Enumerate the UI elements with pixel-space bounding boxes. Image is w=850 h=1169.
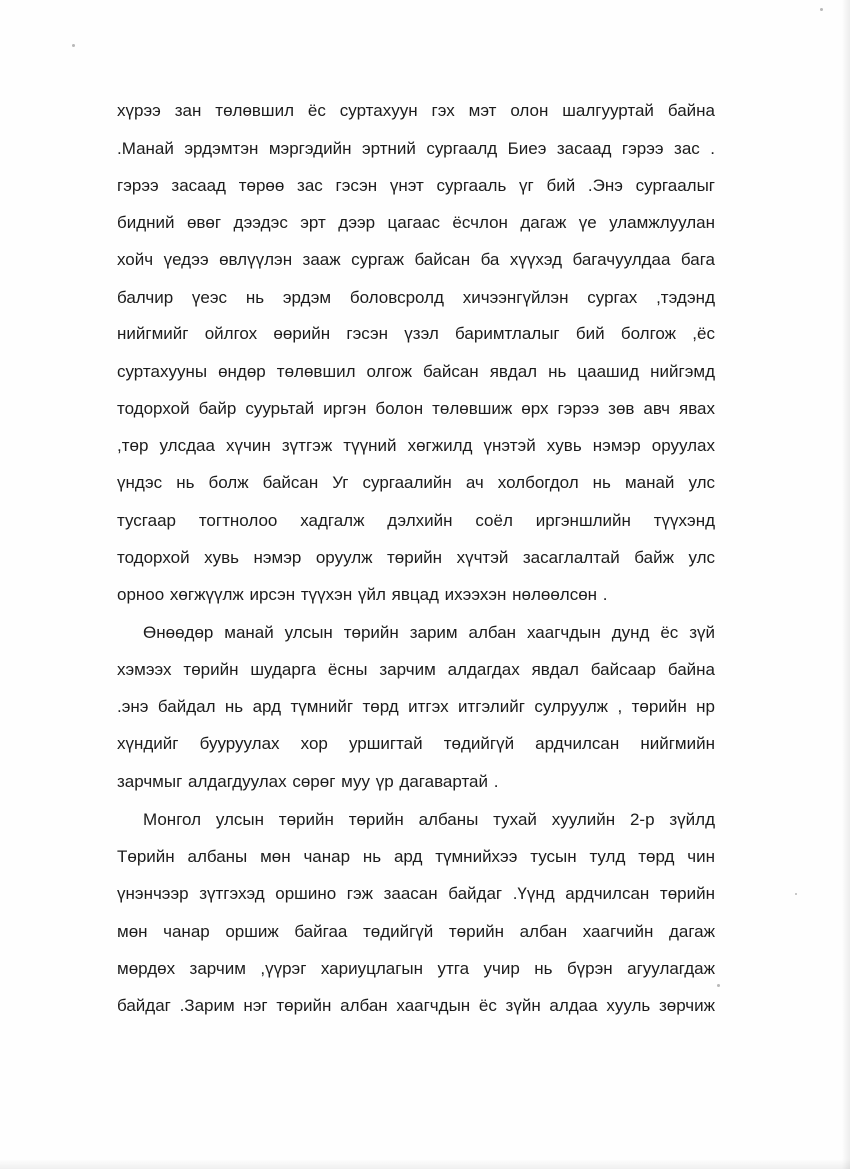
text-line: орноо хөгжүүлж ирсэн түүхэн үйл явцад ихээхэн нөлөөлсөн . [117,585,608,604]
text-line: ,төр улсдаа хүчин зүтгэж түүний хөгжилд үнэтэй хувь нэмэр оруулах [117,436,715,455]
text-line: хүрээ зан төлөвшил ёс суртахуун гэх мэт олон шалгууртай байна [117,101,715,120]
text-line: Төрийн албаны мөн чанар нь ард түмнийхээ тусын тулд төрд чин [117,847,715,866]
text-line: .Манай эрдэмтэн мэргэдийн эртний сургаалд Биеэ засаад гэрээ зас . [117,139,715,158]
text-line: Өнөөдөр манай улсын төрийн зарим албан хаагчдын дунд ёс зүй [143,623,715,642]
text-line: хүндийг бууруулах хор уршигтай төдийгүй ардчилсан нийгмийн [117,734,715,753]
scan-speck [717,984,720,987]
page-edge-shadow [842,0,850,1169]
text-line: .энэ байдал нь ард түмнийг төрд итгэх итгэлийг сулруулж , төрийн нр [117,697,715,716]
text-line: тодорхой байр суурьтай иргэн болон төлөвшиж өрх гэрээ зөв авч явах [117,399,715,418]
text-line: балчир үеэс нь эрдэм боловсролд хичээнгүйлэн сургах ,тэдэнд [117,288,715,307]
text-line: мөрдөх зарчим ,үүрэг хариуцлагын утга учир нь бүрэн агуулагдаж [117,959,715,978]
scan-speck [820,8,823,11]
text-line: үнэнчээр зүтгэхэд оршино гэж заасан байдаг .Үүнд ардчилсан төрийн [117,884,715,903]
text-line: гэрээ засаад төрөө зас гэсэн үнэт сургааль үг бий .Энэ сургаалыг [117,176,715,195]
text-line: хойч үедээ өвлүүлэн зааж сургаж байсан ба хүүхэд багачуулдаа бага [117,250,715,269]
text-line: тусгаар тогтнолоо хадгалж дэлхийн соёл иргэншлийн түүхэнд [117,511,715,530]
text-line: зарчмыг алдагдуулах сөрөг муу үр дагавартай . [117,772,499,791]
text-line: мөн чанар оршиж байгаа төдийгүй төрийн албан хаагчийн дагаж [117,922,715,941]
text-line: байдаг .Зарим нэг төрийн албан хаагчдын ёс зүйн алдаа хууль зөрчиж [117,996,715,1015]
page-bottom-shadow [0,1159,850,1169]
text-line: тодорхой хувь нэмэр оруулж төрийн хүчтэй засаглалтай байж улс [117,548,715,567]
text-line: нийгмийг ойлгох өөрийн гэсэн үзэл баримтлалыг бий болгож ,ёс [117,324,715,343]
scan-speck [795,893,797,895]
text-line: хэмээх төрийн шударга ёсны зарчим алдагдах явдал байсаар байна [117,660,715,679]
text-line: суртахууны өндөр төлөвшил олгож байсан явдал нь цаашид нийгэмд [117,362,715,381]
text-line: Монгол улсын төрийн төрийн албаны тухай хуулийн 2-р зүйлд [143,810,715,829]
scan-speck [72,44,75,47]
text-line: бидний өвөг дээдэс эрт дээр цагаас ёсчлон дагаж үе уламжлуулан [117,213,715,232]
text-line: үндэс нь болж байсан Уг сургаалийн ач холбогдол нь манай улс [117,473,715,492]
